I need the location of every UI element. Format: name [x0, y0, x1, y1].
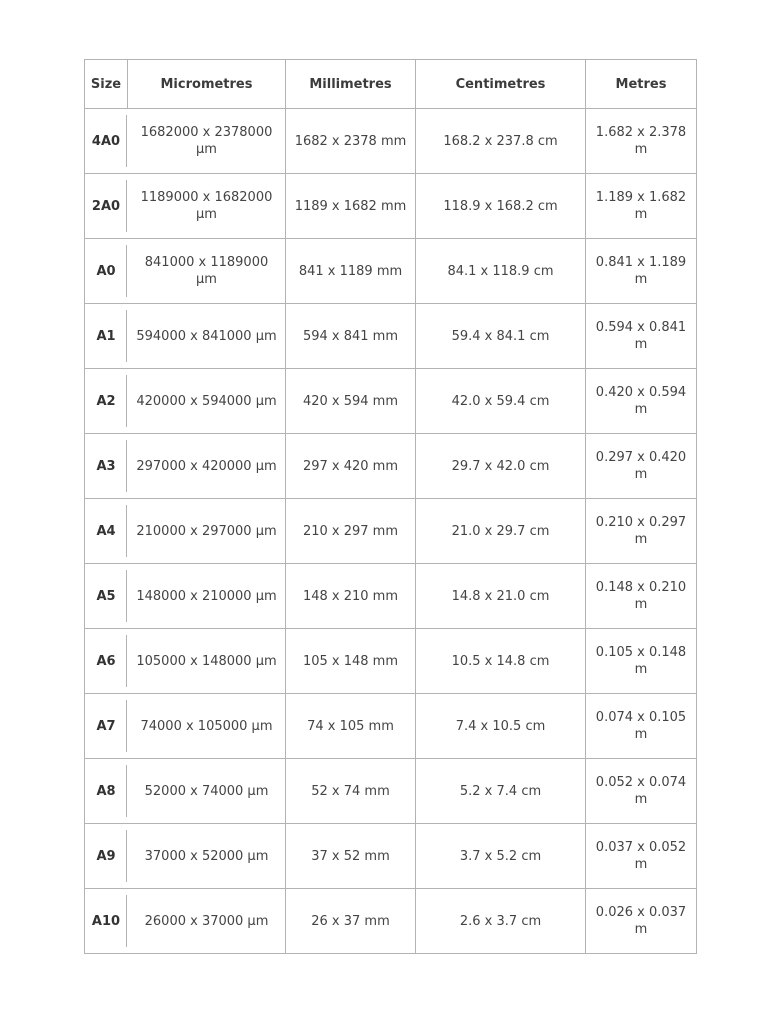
micrometres-cell: 210000 x 297000 µm — [128, 499, 286, 564]
metres-cell: 0.026 x 0.037 m — [586, 889, 697, 954]
paper-size-table — [84, 59, 697, 954]
centimetres-cell: 7.4 x 10.5 cm — [416, 694, 586, 759]
size-cell — [85, 174, 128, 239]
size-label: A1 — [96, 328, 116, 344]
micrometres-cell: 420000 x 594000 µm — [128, 369, 286, 434]
centimetres-cell: 168.2 x 237.8 cm — [416, 109, 586, 174]
centimetres-cell: 2.6 x 3.7 cm — [416, 889, 586, 954]
size-cell — [85, 564, 128, 629]
millimetres-cell: 52 x 74 mm — [286, 759, 416, 824]
micrometres-cell: 1682000 x 2378000 µm — [128, 109, 286, 174]
table-row — [85, 109, 697, 174]
millimetres-cell: 841 x 1189 mm — [286, 239, 416, 304]
size-cell — [85, 629, 128, 694]
header-micrometres: Micrometres — [128, 60, 286, 109]
metres-cell: 0.210 x 0.297 m — [586, 499, 697, 564]
header-size: Size — [85, 60, 128, 109]
centimetres-cell: 42.0 x 59.4 cm — [416, 369, 586, 434]
centimetres-cell: 59.4 x 84.1 cm — [416, 304, 586, 369]
size-label: 4A0 — [91, 133, 121, 149]
table-row — [85, 759, 697, 824]
metres-cell: 0.420 x 0.594 m — [586, 369, 697, 434]
micrometres-cell: 52000 x 74000 µm — [128, 759, 286, 824]
size-label: A3 — [96, 458, 116, 474]
millimetres-cell: 26 x 37 mm — [286, 889, 416, 954]
size-label: A2 — [96, 393, 116, 409]
table-row — [85, 629, 697, 694]
header-millimetres: Millimetres — [286, 60, 416, 109]
size-label: 2A0 — [91, 198, 121, 214]
centimetres-cell: 21.0 x 29.7 cm — [416, 499, 586, 564]
centimetres-cell: 84.1 x 118.9 cm — [416, 239, 586, 304]
table-row — [85, 694, 697, 759]
header-centimetres: Centimetres — [416, 60, 586, 109]
table-row — [85, 434, 697, 499]
centimetres-cell: 3.7 x 5.2 cm — [416, 824, 586, 889]
size-label: A8 — [96, 783, 116, 799]
millimetres-cell: 1189 x 1682 mm — [286, 174, 416, 239]
table-header-row — [85, 60, 697, 109]
size-label: A6 — [96, 653, 116, 669]
micrometres-cell: 297000 x 420000 µm — [128, 434, 286, 499]
millimetres-cell: 74 x 105 mm — [286, 694, 416, 759]
micrometres-cell: 1189000 x 1682000 µm — [128, 174, 286, 239]
size-cell — [85, 239, 128, 304]
metres-cell: 0.297 x 0.420 m — [586, 434, 697, 499]
millimetres-cell: 297 x 420 mm — [286, 434, 416, 499]
micrometres-cell: 148000 x 210000 µm — [128, 564, 286, 629]
size-label: A7 — [96, 718, 116, 734]
metres-cell: 0.037 x 0.052 m — [586, 824, 697, 889]
header-metres: Metres — [586, 60, 697, 109]
size-cell — [85, 694, 128, 759]
table-row — [85, 499, 697, 564]
table-row — [85, 239, 697, 304]
table-row — [85, 824, 697, 889]
metres-cell: 0.052 x 0.074 m — [586, 759, 697, 824]
millimetres-cell: 1682 x 2378 mm — [286, 109, 416, 174]
metres-cell: 1.189 x 1.682 m — [586, 174, 697, 239]
micrometres-cell: 105000 x 148000 µm — [128, 629, 286, 694]
size-cell — [85, 369, 128, 434]
micrometres-cell: 74000 x 105000 µm — [128, 694, 286, 759]
size-cell — [85, 759, 128, 824]
metres-cell: 0.105 x 0.148 m — [586, 629, 697, 694]
size-label: A10 — [91, 913, 121, 929]
size-cell — [85, 499, 128, 564]
centimetres-cell: 14.8 x 21.0 cm — [416, 564, 586, 629]
metres-cell: 1.682 x 2.378 m — [586, 109, 697, 174]
size-cell — [85, 304, 128, 369]
table-row — [85, 369, 697, 434]
size-label: A5 — [96, 588, 116, 604]
metres-cell: 0.594 x 0.841 m — [586, 304, 697, 369]
metres-cell: 0.074 x 0.105 m — [586, 694, 697, 759]
size-label: A9 — [96, 848, 116, 864]
centimetres-cell: 29.7 x 42.0 cm — [416, 434, 586, 499]
size-label: A0 — [96, 263, 116, 279]
metres-cell: 0.148 x 0.210 m — [586, 564, 697, 629]
size-cell — [85, 109, 128, 174]
millimetres-cell: 594 x 841 mm — [286, 304, 416, 369]
table-row — [85, 174, 697, 239]
table-row — [85, 564, 697, 629]
centimetres-cell: 5.2 x 7.4 cm — [416, 759, 586, 824]
millimetres-cell: 37 x 52 mm — [286, 824, 416, 889]
millimetres-cell: 420 x 594 mm — [286, 369, 416, 434]
size-label: A4 — [96, 523, 116, 539]
size-cell — [85, 824, 128, 889]
millimetres-cell: 210 x 297 mm — [286, 499, 416, 564]
micrometres-cell: 26000 x 37000 µm — [128, 889, 286, 954]
table-row — [85, 304, 697, 369]
size-cell — [85, 889, 128, 954]
centimetres-cell: 10.5 x 14.8 cm — [416, 629, 586, 694]
micrometres-cell: 594000 x 841000 µm — [128, 304, 286, 369]
table-row — [85, 889, 697, 954]
size-cell — [85, 434, 128, 499]
micrometres-cell: 37000 x 52000 µm — [128, 824, 286, 889]
centimetres-cell: 118.9 x 168.2 cm — [416, 174, 586, 239]
micrometres-cell: 841000 x 1189000 µm — [128, 239, 286, 304]
millimetres-cell: 105 x 148 mm — [286, 629, 416, 694]
millimetres-cell: 148 x 210 mm — [286, 564, 416, 629]
metres-cell: 0.841 x 1.189 m — [586, 239, 697, 304]
